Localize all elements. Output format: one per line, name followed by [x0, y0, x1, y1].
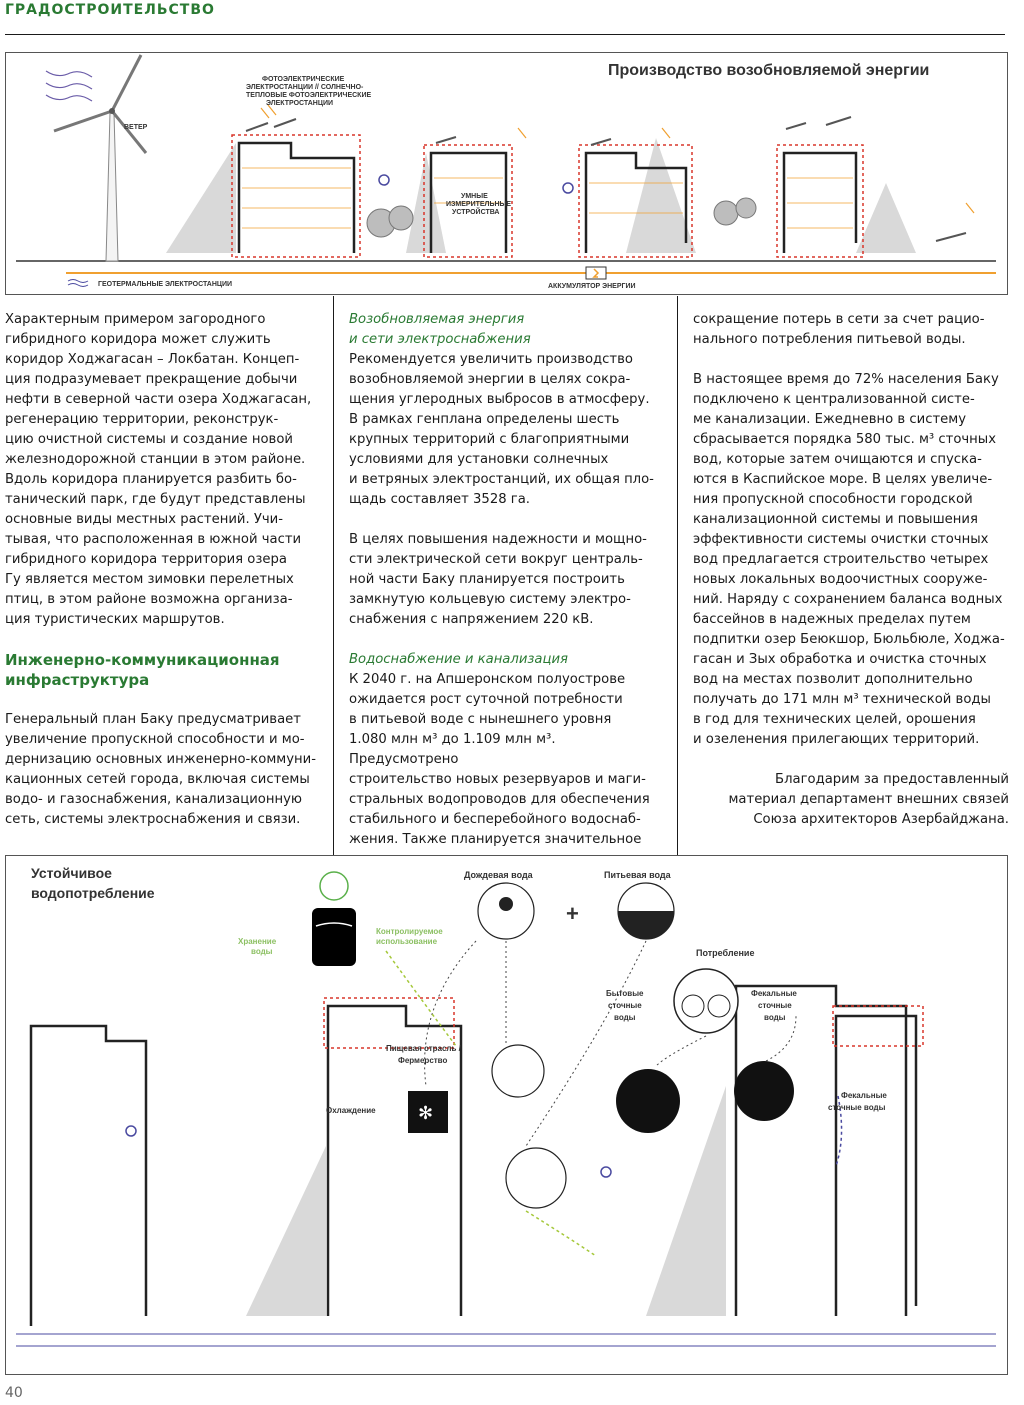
svg-text:ЭЛЕКТРОСТАНЦИИ // СОЛНЕЧНО-: ЭЛЕКТРОСТАНЦИИ // СОЛНЕЧНО-: [246, 84, 364, 91]
building-outlines: [31, 986, 916, 1326]
svg-text:УСТРОЙСТВА: УСТРОЙСТВА: [452, 209, 500, 216]
column-divider: [677, 296, 678, 855]
svg-text:ИЗМЕРИТЕЛЬНЫЕ: ИЗМЕРИТЕЛЬНЫЕ: [446, 201, 512, 208]
paragraph: В настоящее время до 72% населения Баку подключено к централизованной систе- ме канализации. Ежедневно в систему сбрасывается порядка 580 тыс. м³ сточных вод, которые затем очищаются и спуска- ются в Каспийское море. В целях увеличе- ния пропускной способности городской канализационной системы и повышения эффективности системы очистки сточных вод предлагается строительство четырех новых локальных водоочистных сооруже- ний. Наряду с сохранением баланса водных бассейнов в надежных пределах путем подпитки озер Беюкшор, Бюльбюле, Ходжа- гасан и Зых обработка и очистка сточных вод на местах позволит дополнительно получать до 171 млн м³ технической воды в год для технических целей, орошения и озеленения прилегающих территорий.: [693, 372, 1005, 747]
paragraph: К 2040 г. на Апшеронском полуострове ожидается рост суточной потребности в питьевой воде с нынешнего уровня 1.080 млн м³ до 1.109 млн м³. Предусмотрено строительство новых резервуаров и маги- стральных водопроводов для обеспечения стабильного и бесперебойного водоснаб- жения. Также планируется значительное: [349, 672, 650, 847]
svg-text:сточные: сточные: [608, 1001, 642, 1010]
svg-text:ТЕПЛОВЫЕ ФОТОЭЛЕКТРИЧЕСКИЕ: ТЕПЛОВЫЕ ФОТОЭЛЕКТРИЧЕСКИЕ: [246, 92, 372, 99]
figure-title: Устойчивое: [31, 865, 112, 881]
paragraph: сокращение потерь в сети за счет рацио- нального потребления питьевой воды.: [693, 312, 985, 347]
svg-text:использование: использование: [376, 937, 438, 946]
svg-text:Бытовые: Бытовые: [606, 989, 644, 998]
water-tank-icon: [312, 908, 356, 966]
text-column-1: [5, 310, 323, 830]
paragraph: В целях повышения надежности и мощно- сти электрической сети вокруг централь- ной части Баку планируется построить замкнутую кольцевую систему электро- снабжения с напряжением 220 кВ.: [349, 532, 647, 627]
svg-text:воды: воды: [614, 1013, 636, 1022]
building-outlines: [239, 143, 856, 253]
subheading: Водоснабжение и канализация: [349, 652, 568, 667]
svg-text:Пищевая отрасль /: Пищевая отрасль /: [386, 1044, 461, 1053]
svg-text:✻: ✻: [418, 1103, 434, 1124]
svg-text:+: +: [566, 901, 579, 926]
fecal-treatment-icon: [734, 1061, 794, 1121]
spiral-icon: [379, 175, 389, 185]
svg-text:воды: воды: [251, 947, 273, 956]
renewable-energy-illustration: [6, 53, 1007, 294]
water-use-diagram: [5, 855, 1008, 1375]
svg-text:ГЕОТЕРМАЛЬНЫЕ ЭЛЕКТРОСТАНЦИИ: ГЕОТЕРМАЛЬНЫЕ ЭЛЕКТРОСТАНЦИИ: [98, 281, 233, 288]
trees-icon: [506, 1148, 566, 1208]
green-flow-arrow: [526, 1211, 596, 1256]
svg-text:сточные: сточные: [758, 1001, 792, 1010]
svg-text:Фекальные: Фекальные: [841, 1091, 887, 1100]
farming-icon: [492, 1045, 544, 1097]
red-dotted-frames: [232, 135, 863, 257]
figure-title: Производство возобновляемой энергии: [608, 62, 930, 79]
figure-title: водопотребление: [31, 885, 155, 901]
paragraph: Характерным примером загородного гибридного коридора может служить коридор Ходжагасан – Локбатан. Концеп- ция подразумевает прекращение добычи нефти в северной части озера Ходжагасан, регенерацию территории, реконструк- цию очистной системы и создание новой железнодорожной станции в этом районе. Вдоль коридора планируется разбить бо- танический парк, где будут представлены основные виды местных растений. Учи- тывая, что расположенная в южной части гибридного коридора территория озера Гу является местом зимовки перелетных птиц, в этом районе возможна организа- ция туристических маршрутов.: [5, 312, 312, 627]
slope-shading: [166, 143, 236, 253]
sun-rays-icon: [261, 105, 974, 213]
slope-shading: [856, 183, 916, 253]
svg-text:АККУМУЛЯТОР ЭНЕРГИИ: АККУМУЛЯТОР ЭНЕРГИИ: [548, 283, 636, 290]
text-column-3: [693, 310, 1009, 830]
slope-shading: [246, 1146, 326, 1316]
cloud-icon: [320, 872, 348, 900]
section-heading: Инженерно-коммуникационная инфраструктура: [5, 651, 280, 689]
geothermal-wave-icon: [68, 280, 88, 287]
svg-text:Дождевая вода: Дождевая вода: [464, 870, 533, 880]
svg-text:ФОТОЭЛЕКТРИЧЕСКИЕ: ФОТОЭЛЕКТРИЧЕСКИЕ: [262, 76, 345, 83]
svg-text:Питьевая вода: Питьевая вода: [604, 870, 671, 880]
svg-text:Контролируемое: Контролируемое: [376, 927, 443, 936]
text-column-2: [349, 310, 667, 850]
svg-text:УМНЫЕ: УМНЫЕ: [461, 193, 488, 200]
svg-text:ЭЛЕКТРОСТАНЦИИ: ЭЛЕКТРОСТАНЦИИ: [266, 100, 334, 107]
svg-text:ВЕТЕР: ВЕТЕР: [124, 124, 148, 131]
paragraph: Генеральный план Баку предусматривает увеличение пропускной способности и мо- дернизацию основных инженерно-коммуни- кационных сетей города, включая системы водо- и газоснабжения, канализационную сеть, системы электроснабжения и связи.: [5, 712, 316, 827]
spiral-icon: [563, 183, 573, 193]
page-number: 40: [5, 1385, 23, 1401]
svg-text:Потребление: Потребление: [696, 948, 755, 958]
column-divider: [333, 296, 334, 855]
acknowledgement: Благодарим за предоставленный материал департамент внешних связей Союза архитекторов Азербайджана.: [728, 772, 1009, 827]
svg-text:Фермерство: Фермерство: [398, 1056, 448, 1065]
page-header: [5, 0, 1005, 35]
spiral-icon: [601, 1167, 611, 1177]
svg-text:Фекальные: Фекальные: [751, 989, 797, 998]
renewable-energy-diagram: [5, 52, 1008, 295]
svg-text:воды: воды: [764, 1013, 786, 1022]
svg-text:сточные воды: сточные воды: [828, 1103, 886, 1112]
water-recycling-icon: [616, 1069, 680, 1133]
floor-lines: [242, 168, 853, 228]
flow-arrows: [425, 941, 796, 1146]
section-label: ГРАДОСТРОИТЕЛЬСТВО: [5, 2, 215, 18]
wind-arrows-icon: [46, 71, 92, 101]
spiral-icon: [126, 1126, 136, 1136]
paragraph: Рекомендуется увеличить производство возобновляемой энергии в целях сокра- щения углеродных выбросов в атмосферу. В рамках генплана определены шесть крупных территорий с благоприятными условиями для установки солнечных и ветряных электростанций, их общая пло- щадь составляет 3528 га.: [349, 352, 654, 507]
subheading: Возобновляемая энергия и сети электроснабжения: [349, 312, 531, 347]
svg-text:Охлаждение: Охлаждение: [326, 1106, 376, 1115]
svg-text:Хранение: Хранение: [238, 937, 277, 946]
water-use-illustration: [6, 856, 1007, 1374]
